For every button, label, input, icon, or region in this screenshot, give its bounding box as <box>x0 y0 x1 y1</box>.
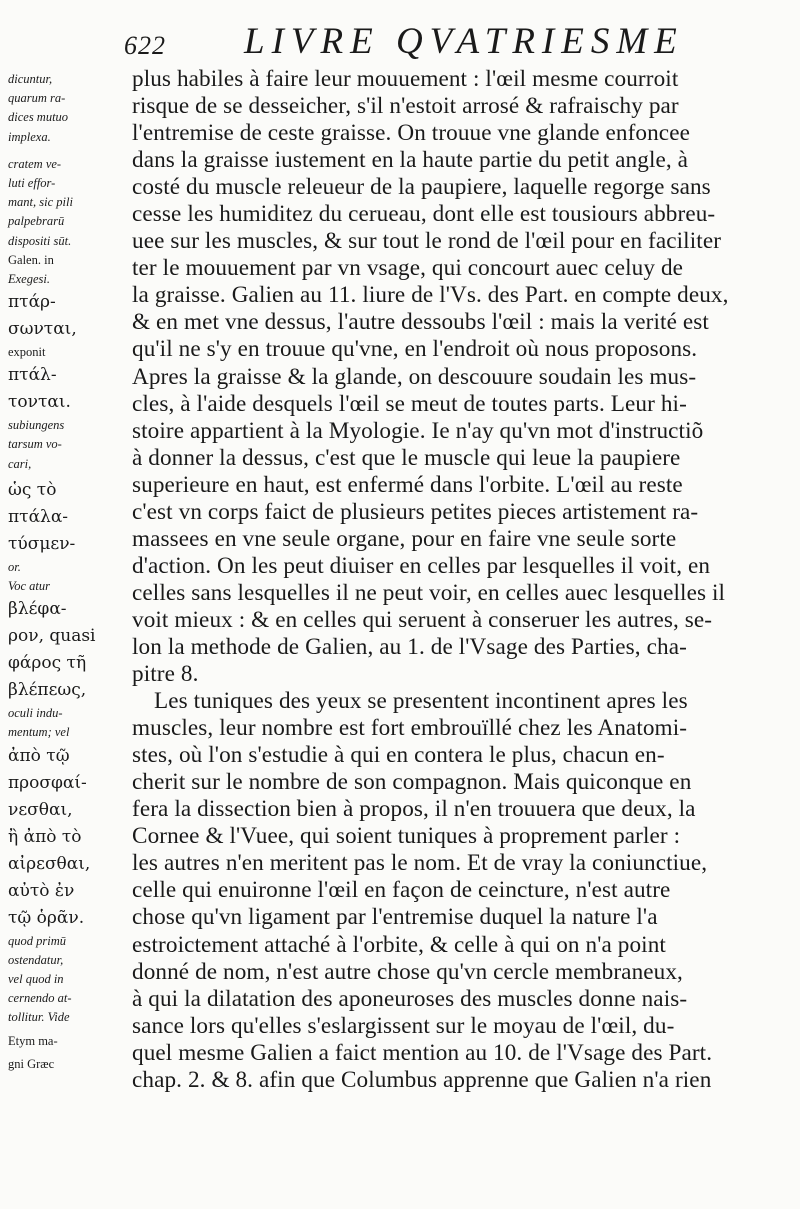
margin-note-greek: πτάρ- <box>8 292 56 313</box>
text-line: lon la methode de Galien, au 1. de l'Vsage des Parties, cha- <box>132 633 687 660</box>
text-line: risque de se desseicher, s'il n'estoit arrosé & rafraischy par <box>132 93 679 120</box>
text-line: stes, où l'on s'estudie à qui en contera le plus, chacun en- <box>132 742 665 769</box>
margin-note-greek: βλέφα- <box>8 599 67 620</box>
margin-note-greek: πτάλ- <box>8 365 57 386</box>
margin-note: oculi indu- <box>8 706 63 721</box>
margin-note: dices mutuo <box>8 110 69 125</box>
text-line: quel mesme Galien a faict mention au 10. de l'Vsage des Part. <box>132 1039 713 1066</box>
margin-note: exponit <box>8 345 46 360</box>
text-line: estroictement attaché à l'orbite, & celle à qui on n'a point <box>132 931 666 958</box>
text-line: chose qu'vn ligament par l'entremise duquel la nature l'a <box>132 904 658 931</box>
text-line: l'entremise de ceste graisse. On trouue vne glande enfoncee <box>132 120 690 147</box>
margin-note: quarum ra- <box>8 91 66 106</box>
margin-note: mant, sic pili <box>8 195 73 210</box>
margin-note-greek: αὐτὸ ἐν <box>8 880 75 901</box>
margin-note-greek: φάρος τῆ <box>8 653 87 674</box>
margin-note: or. <box>8 559 21 574</box>
text-line: pitre 8. <box>132 661 199 688</box>
margin-note: Etym ma- <box>8 1033 58 1048</box>
margin-note-greek: ὡς τὸ <box>8 479 57 500</box>
text-line: muscles, leur nombre est fort embrouïllé chez les Anatomi- <box>132 715 688 742</box>
margin-note-greek: νεσθαι, <box>8 799 73 820</box>
text-line: cherit sur le nombre de son compagnon. Mais quiconque en <box>132 769 692 796</box>
margin-note: cari, <box>8 456 32 471</box>
text-line: Cornee & l'Vuee, qui soient tuniques à proprement parler : <box>132 823 681 850</box>
text-line: Les tuniques des yeux se presentent incontinent apres les <box>154 688 688 715</box>
margin-note: vel quod in <box>8 971 64 986</box>
text-line: qu'il ne s'y en trouue qu'vne, en l'endroit où nous proposons. <box>132 336 698 363</box>
text-line: stoire appartient à la Myologie. Ie n'ay qu'vn mot d'instructiõ <box>132 417 704 444</box>
text-line: la graisse. Galien au 11. liure de l'Vs. des Part. en compte deux, <box>132 282 729 309</box>
margin-note-greek: ἀπὸ τῷ <box>8 745 70 766</box>
margin-note: Exegesi. <box>8 271 50 286</box>
text-line: cles, à l'aide desquels l'œil se meut de toutes parts. Leur hi- <box>132 390 687 417</box>
text-line: ter le mouuement par vn vsage, qui concourt auec celuy de <box>132 255 684 282</box>
text-line: fera la dissection bien à propos, il n'en trouuera que deux, la <box>132 796 696 823</box>
running-head: LIVRE QVATRIESME <box>244 21 684 62</box>
margin-note: palpebrarū <box>8 214 65 229</box>
text-line: & en met vne dessus, l'autre dessoubs l'œil : mais la verité est <box>132 309 709 336</box>
text-line: c'est vn corps faict de plusieurs petites pieces artistement ra- <box>132 498 699 525</box>
text-line: les autres n'en meritent pas le nom. Et de vray la coniunctiue, <box>132 850 708 877</box>
text-line: superieure en haut, est enfermé dans l'orbite. L'œil au reste <box>132 471 683 498</box>
text-line: voit mieux : & en celles qui seruent à conseruer les autres, se- <box>132 606 713 633</box>
margin-note: implexa. <box>8 129 51 144</box>
text-line: à donner la dessus, c'est que le muscle qui leue la paupiere <box>132 444 681 471</box>
margin-note-greek: πτάλα- <box>8 506 69 527</box>
text-line: donné de nom, n'est autre chose qu'vn cercle membraneux, <box>132 958 683 985</box>
text-line: dans la graisse iustement en la haute partie du petit angle, à <box>132 147 689 174</box>
body-text <box>132 66 772 1094</box>
margin-note: dicuntur, <box>8 72 53 86</box>
margin-note: quod primū <box>8 933 66 948</box>
text-line: d'action. On les peut diuiser en celles par lesquelles il voit, en <box>132 552 711 579</box>
margin-note: dispositi sūt. <box>8 233 72 248</box>
text-line: plus habiles à faire leur mouuement : l'œil mesme courroit <box>132 66 679 92</box>
margin-note-greek: αἰρεσθαι, <box>8 853 91 874</box>
text-line: chap. 2. & 8. afin que Columbus apprenne que Galien n'a rien <box>132 1066 712 1093</box>
text-line: cesse les humiditez du cerueau, dont elle est tousiours abbreu- <box>132 201 716 228</box>
margin-note-greek: τύσμεν- <box>8 533 76 554</box>
text-line: celles sans lesquelles il ne peut voir, en celles auec lesquelles il <box>132 579 726 606</box>
text-line: sance lors qu'elles s'eslargissent sur le moyau de l'œil, du- <box>132 1012 675 1039</box>
margin-note-greek: τῷ ὁρᾶν. <box>8 907 85 928</box>
margin-note-greek: βλέπεως, <box>8 680 87 701</box>
text-line: costé du muscle releueur de la paupiere, laquelle regorge sans <box>132 174 711 201</box>
text-line: Apres la graisse & la glande, on descouure soudain les mus- <box>132 363 697 390</box>
margin-note: cernendo at- <box>8 991 72 1006</box>
margin-note: Galen. in <box>8 252 54 267</box>
margin-note: subiungens <box>8 418 65 433</box>
page-number: 622 <box>124 31 166 60</box>
margin-note-greek: σωνται, <box>8 319 77 340</box>
margin-note-greek: προσφαί- <box>8 772 87 793</box>
margin-notes <box>8 70 126 1074</box>
margin-note: luti effor- <box>8 175 56 190</box>
margin-note-greek: ἢ ἀπὸ τὸ <box>8 826 82 847</box>
margin-note: mentum; vel <box>8 725 70 740</box>
margin-note: cratem ve- <box>8 156 62 171</box>
text-line: massees en vne seule organe, pour en faire vne seule sorte <box>132 525 677 552</box>
text-line: uee sur les muscles, & sur tout le rond de l'œil pour en faciliter <box>132 228 722 255</box>
margin-note: tarsum vo- <box>8 437 62 452</box>
margin-note: gni Græc <box>8 1056 55 1071</box>
text-line: à qui la dilatation des aponeuroses des muscles donne nais- <box>132 985 688 1012</box>
margin-note: ostendatur, <box>8 952 64 967</box>
margin-note: Voc atur <box>8 579 51 593</box>
text-line: celle qui enuironne l'œil en façon de ceincture, n'est autre <box>132 877 671 904</box>
margin-note: tollitur. Vide <box>8 1010 70 1025</box>
margin-note-greek: τονται. <box>8 392 71 413</box>
margin-note-greek: ρον, quasi <box>8 626 96 647</box>
